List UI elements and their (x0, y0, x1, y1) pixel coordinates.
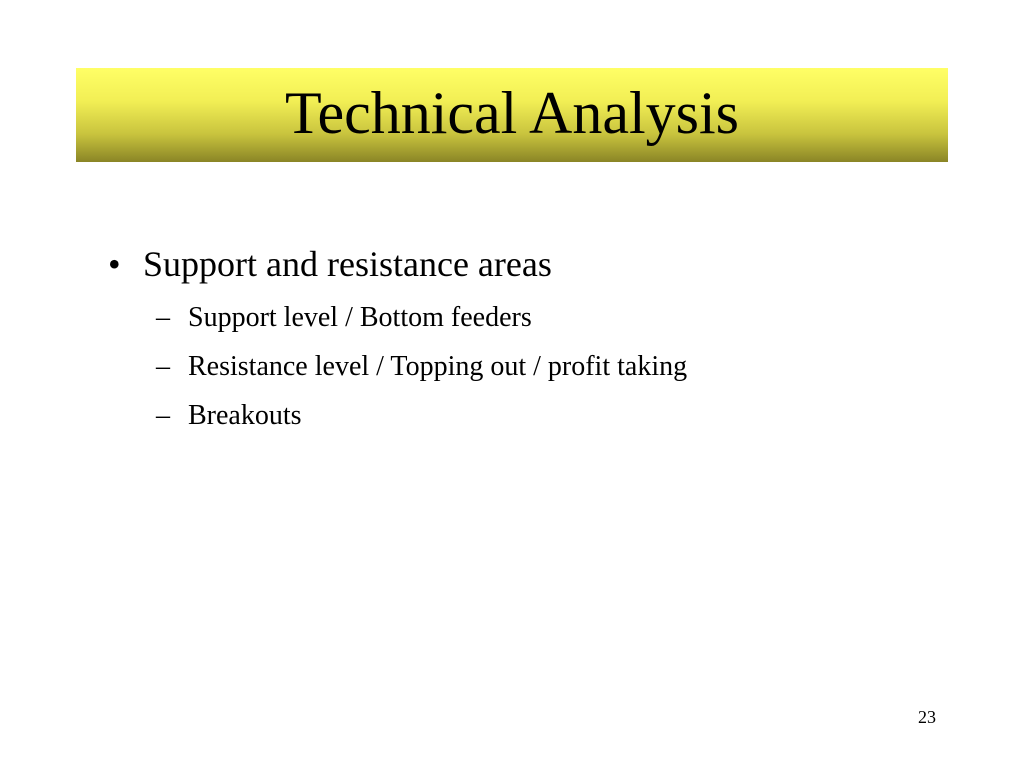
dash-marker: – (156, 302, 170, 333)
slide-title: Technical Analysis (284, 80, 739, 146)
sub-bullet-text: Resistance level / Topping out / profit taking (188, 351, 688, 382)
dash-marker: – (156, 400, 170, 431)
page-number: 23 (918, 707, 936, 727)
dash-marker: – (156, 351, 170, 382)
sub-bullet-text: Breakouts (188, 400, 302, 431)
bullet-marker: • (108, 244, 121, 284)
bullet-text: Support and resistance areas (143, 244, 552, 284)
sub-bullet-text: Support level / Bottom feeders (188, 302, 532, 333)
